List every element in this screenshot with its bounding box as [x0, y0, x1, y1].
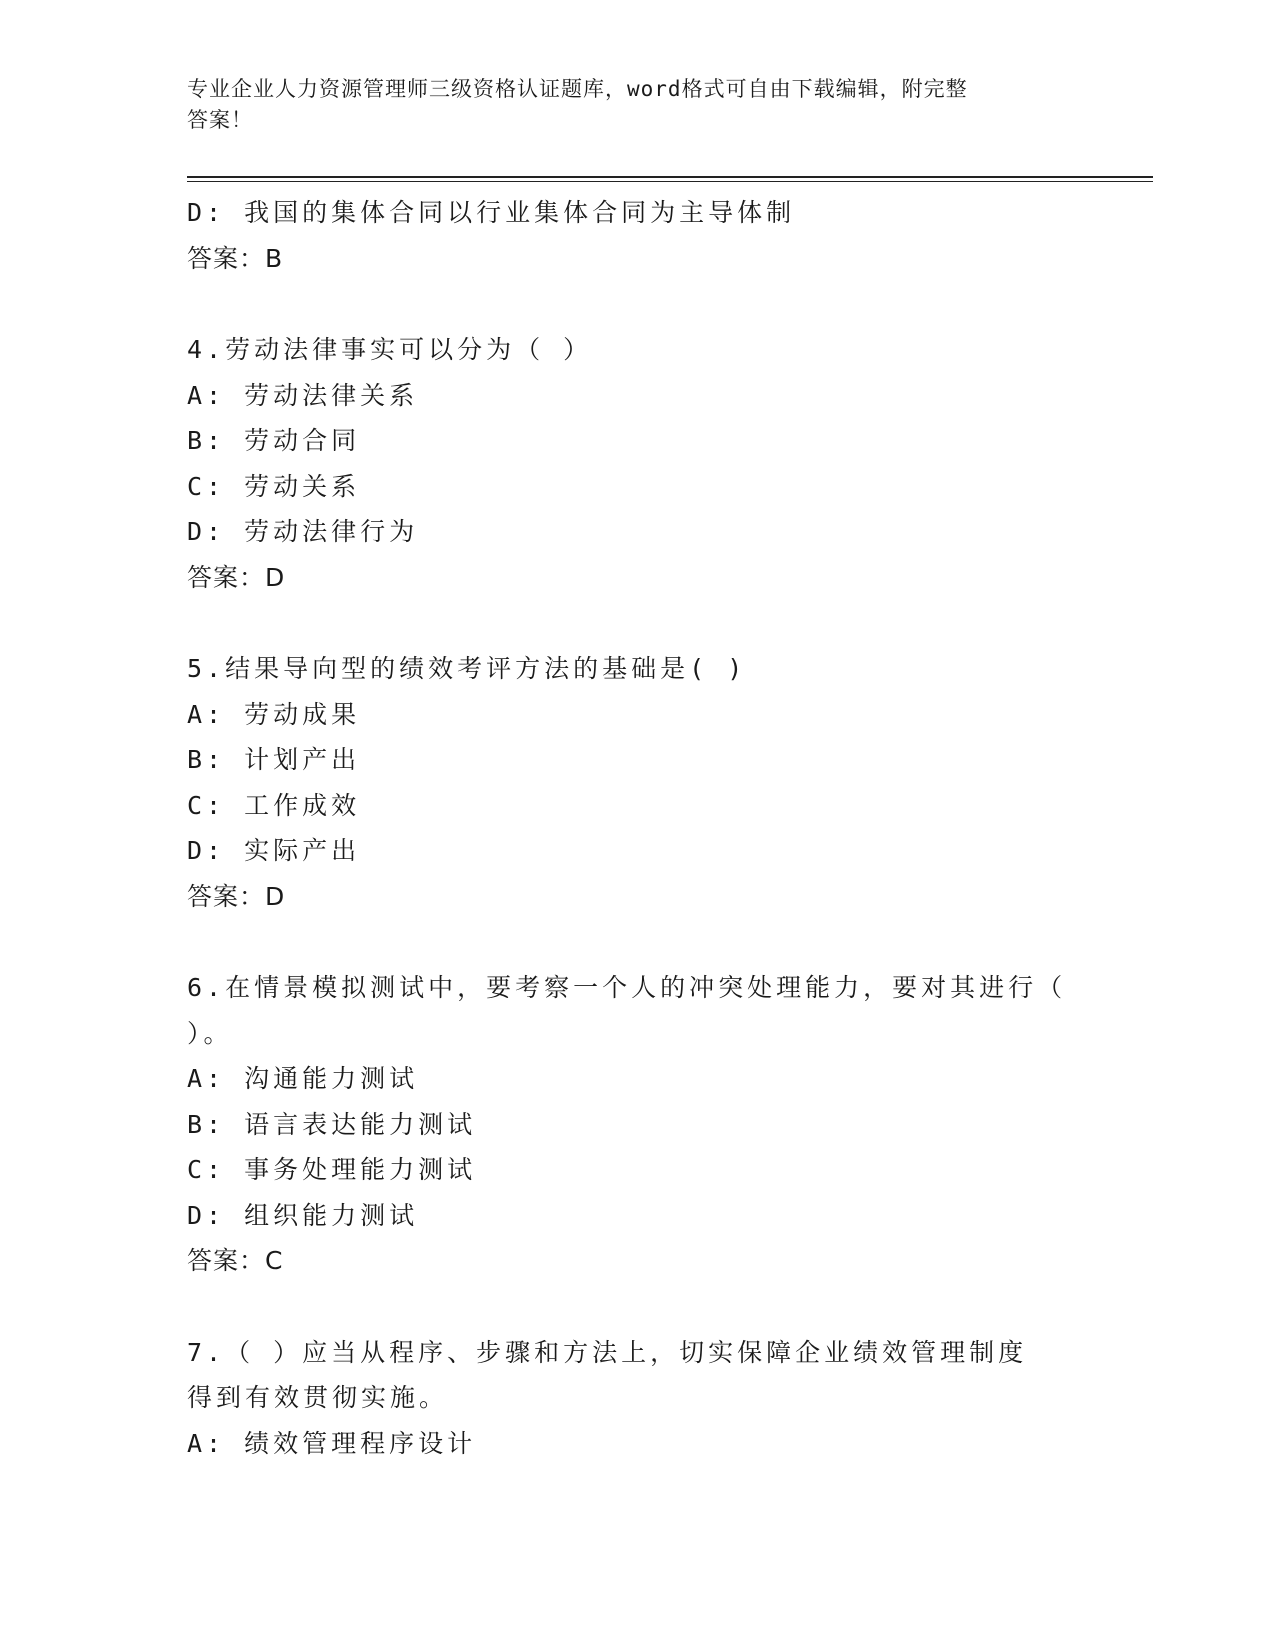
- question-gap: [187, 1284, 1067, 1330]
- option-line: D: 实际产出: [187, 836, 361, 865]
- option-line: C: 事务处理能力测试: [187, 1155, 477, 1184]
- question-stem: 5.结果导向型的绩效考评方法的基础是( ): [187, 654, 747, 683]
- answer-line: 答案：D: [187, 562, 286, 592]
- option-line: C: 工作成效: [187, 790, 361, 820]
- question-stem: ）。: [187, 1018, 233, 1048]
- header-rule-thick: [187, 176, 1153, 178]
- header-line-2: 答案！: [187, 108, 253, 132]
- header-line-1: 专业企业人力资源管理师三级资格认证题库，word格式可自由下载编辑，附完整: [187, 77, 968, 101]
- option-line: A: 劳动成果: [187, 699, 361, 729]
- option-line: D: 组织能力测试: [187, 1200, 419, 1230]
- answer-line: 答案：D: [187, 881, 286, 911]
- answer-line: 答案：C: [187, 1246, 284, 1275]
- option-line: A: 沟通能力测试: [187, 1064, 419, 1093]
- header-rule-thin: [187, 181, 1153, 182]
- question-gap: [187, 281, 1067, 327]
- question-stem: 4.劳动法律事实可以分为（ ）: [187, 335, 593, 364]
- option-line: A: 绩效管理程序设计: [187, 1428, 477, 1458]
- question-stem: 7.（ ）应当从程序、步骤和方法上，切实保障企业绩效管理制度: [187, 1337, 1028, 1367]
- option-line: D: 我国的集体合同以行业集体合同为主导体制: [187, 198, 796, 227]
- option-line: A: 劳动法律关系: [187, 380, 419, 410]
- answer-line: 答案：B: [187, 243, 284, 273]
- option-line: C: 劳动关系: [187, 471, 361, 501]
- option-line: B: 劳动合同: [187, 426, 361, 455]
- option-line: D: 劳动法律行为: [187, 517, 419, 546]
- option-line: B: 语言表达能力测试: [187, 1109, 477, 1139]
- question-stem: 得到有效贯彻实施。: [187, 1383, 449, 1412]
- question-gap: [187, 600, 1067, 646]
- question-list: [187, 190, 1067, 1466]
- question-stem: 6.在情景模拟测试中，要考察一个人的冲突处理能力，要对其进行（: [187, 973, 1067, 1002]
- option-line: B: 计划产出: [187, 745, 361, 774]
- document-header: [187, 74, 1087, 136]
- question-gap: [187, 919, 1067, 965]
